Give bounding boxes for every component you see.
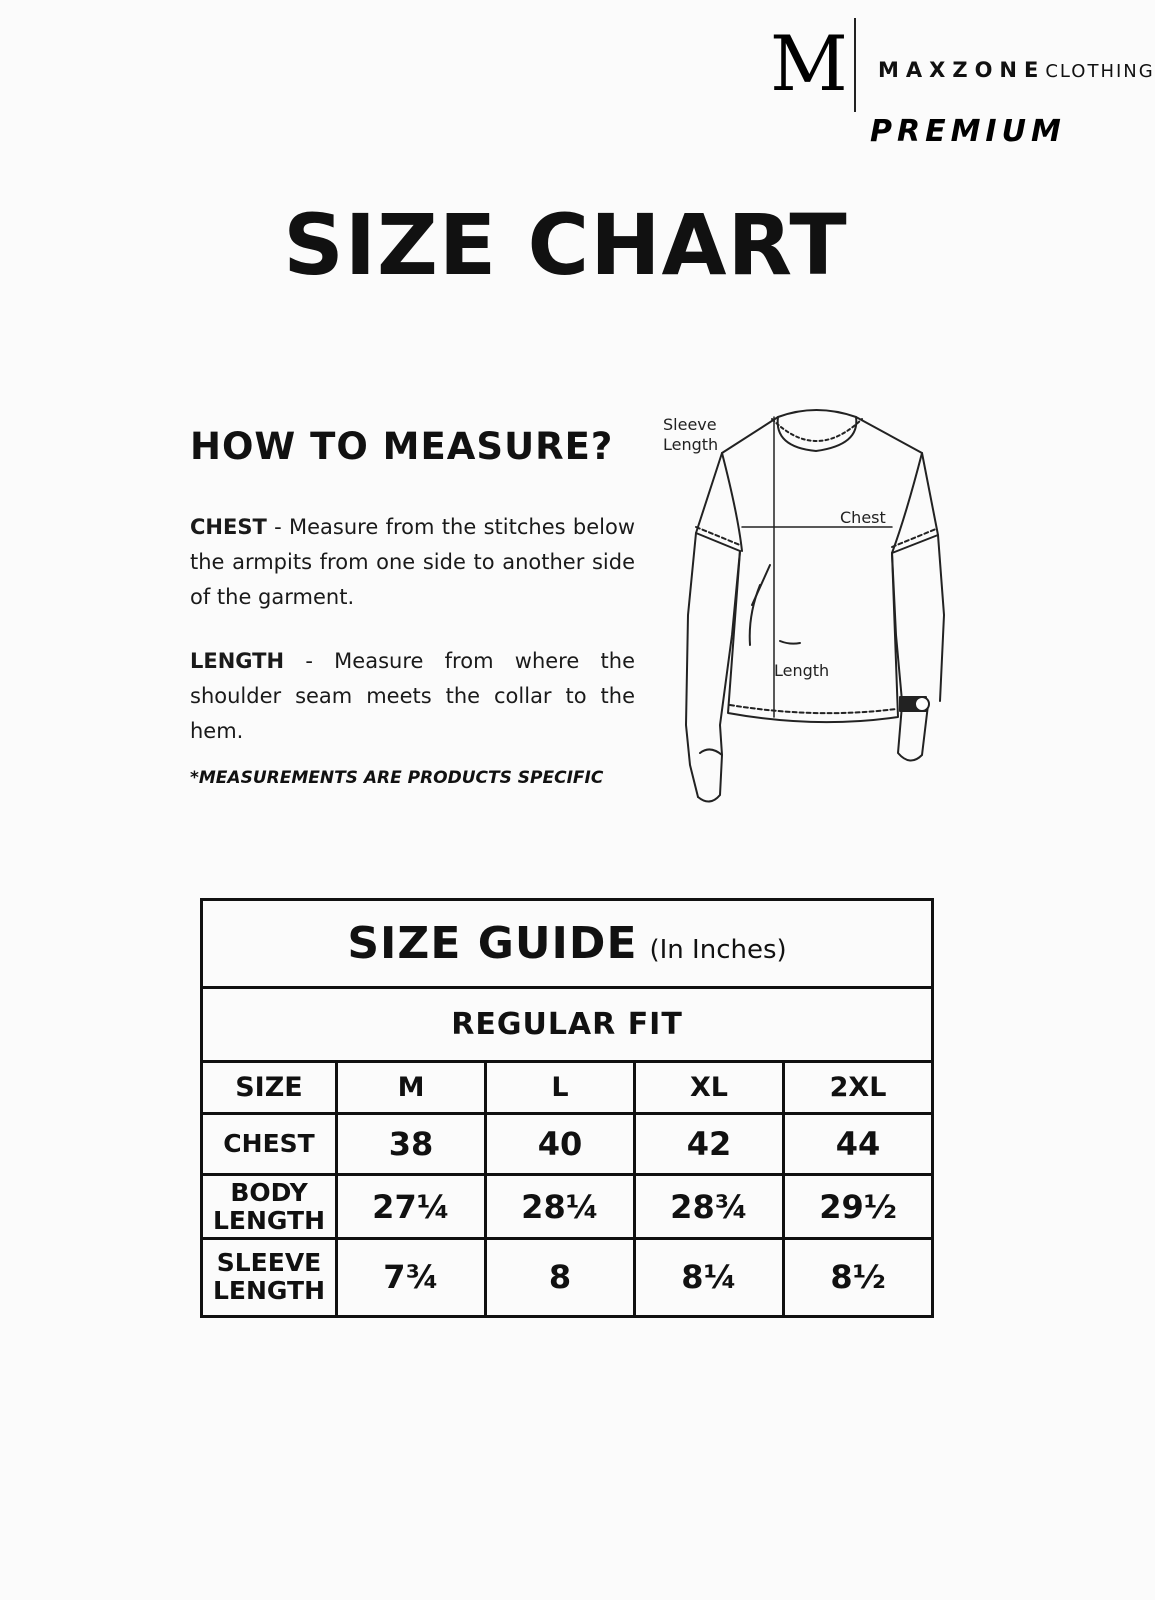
measurement-note: *MEASUREMENTS ARE PRODUCTS SPECIFIC <box>190 768 604 788</box>
chest-instruction: CHEST - Measure from the stitches below the armpits from one side to another side of the garment. <box>190 515 635 609</box>
row-label-chest: CHEST <box>202 1113 337 1175</box>
size-guide-title: SIZE GUIDE <box>347 918 638 970</box>
table-cell: 40 <box>486 1113 635 1175</box>
page-title: SIZE CHART <box>283 196 848 294</box>
table-cell: 7¾ <box>337 1238 486 1316</box>
diagram-length-label: Length <box>774 661 830 680</box>
table-row-chest <box>202 1113 933 1175</box>
table-row-sizes <box>202 1062 933 1113</box>
table-cell: 29½ <box>784 1175 933 1239</box>
diagram-chest-label: Chest <box>840 508 886 527</box>
logo-monogram: M <box>770 19 848 108</box>
size-guide-table <box>200 898 934 1318</box>
logo-divider <box>854 18 856 112</box>
tshirt-measure-illustration <box>660 405 980 825</box>
diagram-sleeve-label: Sleeve <box>663 415 717 434</box>
size-guide-title-cell <box>202 900 933 988</box>
table-cell: 8¼ <box>635 1238 784 1316</box>
fit-row <box>202 988 933 1062</box>
row-label-sleeve-length: SLEEVE LENGTH <box>202 1238 337 1316</box>
size-guide-header-row <box>202 900 933 988</box>
size-cell-l: L <box>486 1062 635 1113</box>
size-cell-2xl: 2XL <box>784 1062 933 1113</box>
table-row-body-length <box>202 1175 933 1239</box>
fit-label: REGULAR FIT <box>202 988 933 1062</box>
table-cell: 8½ <box>784 1238 933 1316</box>
table-cell: 8 <box>486 1238 635 1316</box>
size-cell-xl: XL <box>635 1062 784 1113</box>
diagram-sleeve-label-2: Length <box>663 435 719 454</box>
how-to-measure-heading: HOW TO MEASURE? <box>190 425 614 468</box>
size-guide-unit: (In Inches) <box>649 935 787 966</box>
row-label-body-length: BODY LENGTH <box>202 1175 337 1239</box>
table-cell: 27¼ <box>337 1175 486 1239</box>
logo-premium: PREMIUM <box>870 114 1066 149</box>
table-cell: 28¼ <box>486 1175 635 1239</box>
brand-logo <box>770 18 1155 149</box>
table-cell: 38 <box>337 1113 486 1175</box>
table-row-sleeve-length <box>202 1238 933 1316</box>
logo-brand-name: MAXZONECLOTHING <box>878 58 1155 82</box>
size-cell-m: M <box>337 1062 486 1113</box>
size-header-cell: SIZE <box>202 1062 337 1113</box>
table-cell: 28¾ <box>635 1175 784 1239</box>
table-cell: 44 <box>784 1113 933 1175</box>
length-instruction: LENGTH - Measure from where the shoulder seam meets the collar to the hem. <box>190 649 635 743</box>
tshirt-icon <box>660 405 980 825</box>
table-cell: 42 <box>635 1113 784 1175</box>
